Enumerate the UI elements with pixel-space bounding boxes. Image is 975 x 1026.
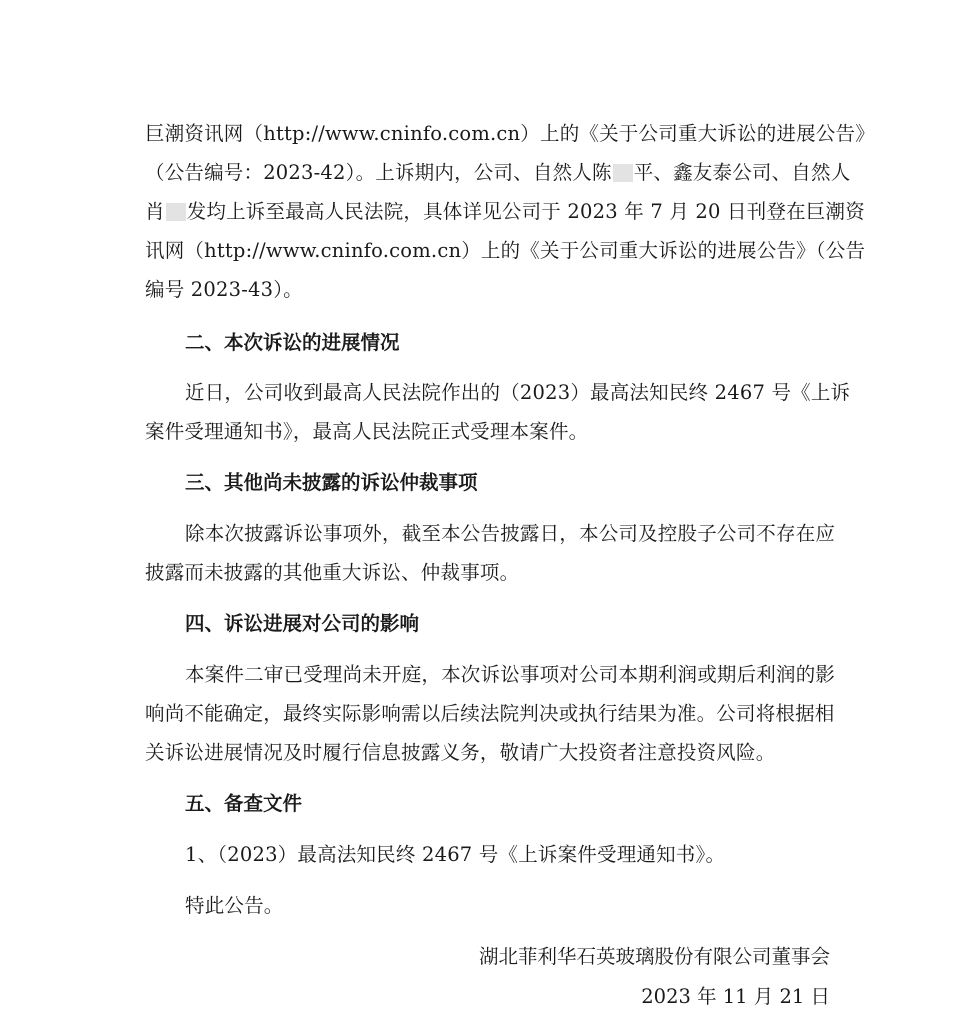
section4-line2: 响尚不能确定，最终实际影响需以后续法院判决或执行结果为准。公司将根据相 bbox=[145, 702, 835, 725]
signature-date: 2023 年 11 月 21 日 bbox=[641, 985, 830, 1008]
para1-line2 bbox=[145, 160, 851, 186]
section2-line1: 近日，公司收到最高人民法院作出的（2023）最高法知民终 2467 号《上诉 bbox=[185, 381, 851, 404]
signature-company: 湖北菲利华石英玻璃股份有限公司董事会 bbox=[478, 945, 830, 968]
section-heading-progress: 二、本次诉讼的进展情况 bbox=[185, 331, 400, 354]
para1-line4: 讯网（http://www.cninfo.com.cn）上的《关于公司重大诉讼的进展公告》（公告 bbox=[145, 239, 866, 262]
closing-statement: 特此公告。 bbox=[185, 894, 284, 917]
section3-line1: 除本次披露诉讼事项外，截至本公告披露日，本公司及控股子公司不存在应 bbox=[185, 522, 836, 545]
section-heading-other-litigation: 三、其他尚未披露的诉讼仲裁事项 bbox=[185, 471, 478, 494]
para1-line1: 巨潮资讯网（http://www.cninfo.com.cn）上的《关于公司重大诉讼的进展公告》 bbox=[145, 122, 875, 145]
section4-line1: 本案件二审已受理尚未开庭，本次诉讼事项对公司本期利润或期后利润的影 bbox=[185, 663, 836, 686]
para1-line3 bbox=[145, 199, 865, 225]
para1-line5: 编号 2023-43）。 bbox=[145, 278, 303, 301]
section2-line2: 案件受理通知书》，最高人民法院正式受理本案件。 bbox=[145, 420, 589, 443]
document-list-item: 1、（2023）最高法知民终 2467 号《上诉案件受理通知书》。 bbox=[185, 843, 726, 866]
para1-line3-part-a: 肖 bbox=[145, 200, 165, 223]
para1-line2-part-b: 平、鑫友泰公司、自然人 bbox=[633, 161, 851, 184]
section-heading-documents: 五、备查文件 bbox=[185, 792, 303, 815]
redaction-mark bbox=[166, 203, 186, 221]
section3-line2: 披露而未披露的其他重大诉讼、仲裁事项。 bbox=[145, 561, 520, 584]
section4-line3: 关诉讼进展情况及时履行信息披露义务，敬请广大投资者注意投资风险。 bbox=[145, 741, 776, 764]
para1-line3-part-b: 发均上诉至最高人民法院，具体详见公司于 2023 年 7 月 20 日刊登在巨潮资 bbox=[186, 200, 865, 223]
redaction-mark bbox=[613, 164, 633, 182]
section-heading-impact: 四、诉讼进展对公司的影响 bbox=[185, 612, 420, 635]
para1-line2-part-a: （公告编号：2023-42）。上诉期内，公司、自然人陈 bbox=[145, 161, 612, 184]
